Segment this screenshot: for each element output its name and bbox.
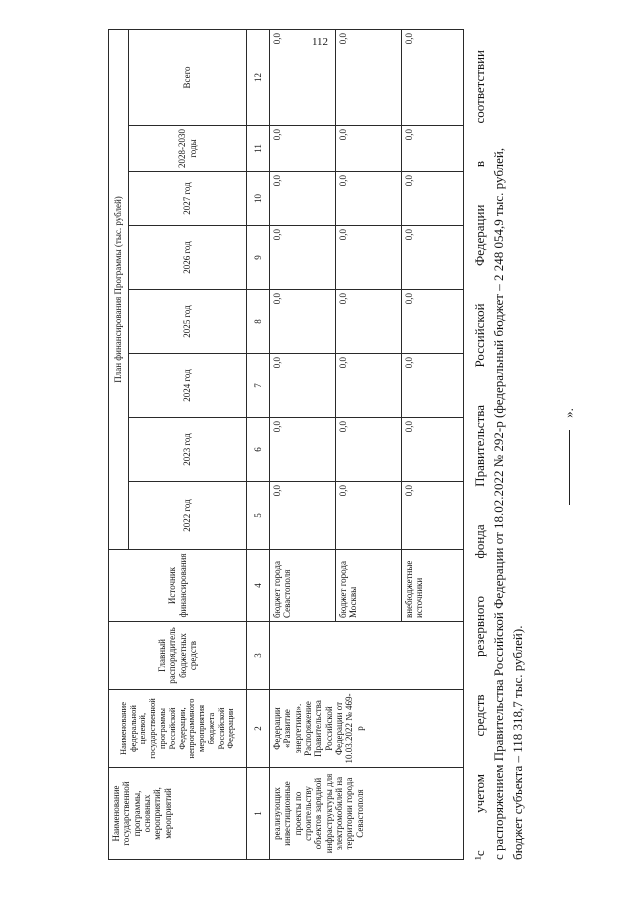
value-cell: 0,0	[270, 226, 336, 290]
col-header-year-2028-2030: 2028-2030 годы	[129, 126, 247, 172]
value-cell: 0,0	[402, 226, 464, 290]
col-header-program: Наименование федеральной целевой, государственной программы Российской Федерации, непрограммного мероприятия бюджета Российской Федерации	[109, 690, 247, 768]
value-cell: 0,0	[402, 418, 464, 482]
column-number: 11	[247, 126, 270, 172]
value-cell: 0,0	[336, 126, 402, 172]
column-number: 4	[247, 550, 270, 622]
value-cell: 0,0	[270, 172, 336, 226]
column-number: 8	[247, 290, 270, 354]
value-cell: 0,0	[336, 172, 402, 226]
value-cell: 0,0	[270, 418, 336, 482]
value-cell: 0,0	[336, 226, 402, 290]
value-cell: 0,0	[270, 482, 336, 550]
column-number: 6	[247, 418, 270, 482]
value-cell: 0,0	[270, 29, 336, 125]
row-name-cell: реализующих инвестиционные проекты по строительству объектов зарядной инфраструктуры для электромобилей на территории города Севастополя	[270, 768, 464, 860]
value-cell: 0,0	[402, 29, 464, 125]
col-header-year-2026: 2026 год	[129, 226, 247, 290]
column-number: 5	[247, 482, 270, 550]
value-cell: 0,0	[336, 29, 402, 125]
column-number: 3	[247, 622, 270, 690]
col-header-year-2025: 2025 год	[129, 290, 247, 354]
col-header-manager: Главный распорядитель бюджетных средств	[109, 622, 247, 690]
column-number: 7	[247, 354, 270, 418]
column-number: 12	[247, 29, 270, 125]
row-program-cell: Федерации «Развитие энергетики». Распоряжение Правительства Российской Федерации от 10.03.2022 № 469-р	[270, 690, 464, 768]
closing-mark: ».	[561, 408, 576, 418]
col-header-total: Всего	[129, 29, 247, 125]
source-cell: бюджет города Севастополя	[270, 550, 336, 622]
footnote	[470, 50, 640, 860]
col-header-year-2027: 2027 год	[129, 172, 247, 226]
footnote-line-3: бюджет субъекта – 118 318,7 тыс. рублей).	[510, 625, 525, 860]
col-header-year-2022: 2022 год	[129, 482, 247, 550]
source-cell: внебюджетные источники	[402, 550, 464, 622]
value-cell: 0,0	[270, 354, 336, 418]
column-number: 1	[247, 768, 270, 860]
page-number: 112	[311, 36, 329, 48]
value-cell: 0,0	[402, 290, 464, 354]
rotated-table-frame	[108, 32, 458, 860]
row-manager-cell	[270, 622, 464, 690]
column-number: 10	[247, 172, 270, 226]
value-cell: 0,0	[402, 482, 464, 550]
value-cell: 0,0	[402, 354, 464, 418]
value-cell: 0,0	[402, 172, 464, 226]
source-cell: бюджет города Москвы	[336, 550, 402, 622]
footnote-line-1: ¹с учетом средств резервного фонда Правительства Российской Федерации в соответствии	[472, 50, 487, 860]
value-cell: 0,0	[336, 482, 402, 550]
col-header-year-2023: 2023 год	[129, 418, 247, 482]
value-cell: 0,0	[336, 290, 402, 354]
col-header-year-2024: 2024 год	[129, 354, 247, 418]
col-header-source: Источник финансирования	[109, 550, 247, 622]
value-cell: 0,0	[270, 126, 336, 172]
footnote-line-2: с распоряжением Правительства Российской Федерации от 18.02.2022 № 292-р (федеральный бюджет – 2 248 054,9 тыс. рублей,	[491, 147, 506, 860]
value-cell: 0,0	[336, 354, 402, 418]
column-number: 2	[247, 690, 270, 768]
value-cell: 0,0	[270, 290, 336, 354]
value-cell: 0,0	[336, 418, 402, 482]
value-cell: 0,0	[402, 126, 464, 172]
table-row	[270, 29, 336, 859]
col-header-name: Наименование государственной программы, основных мероприятий, мероприятий	[109, 768, 247, 860]
column-number: 9	[247, 226, 270, 290]
plan-header: План финансирования Программы (тыс. рублей)	[109, 29, 129, 549]
financing-plan-table	[108, 29, 464, 860]
